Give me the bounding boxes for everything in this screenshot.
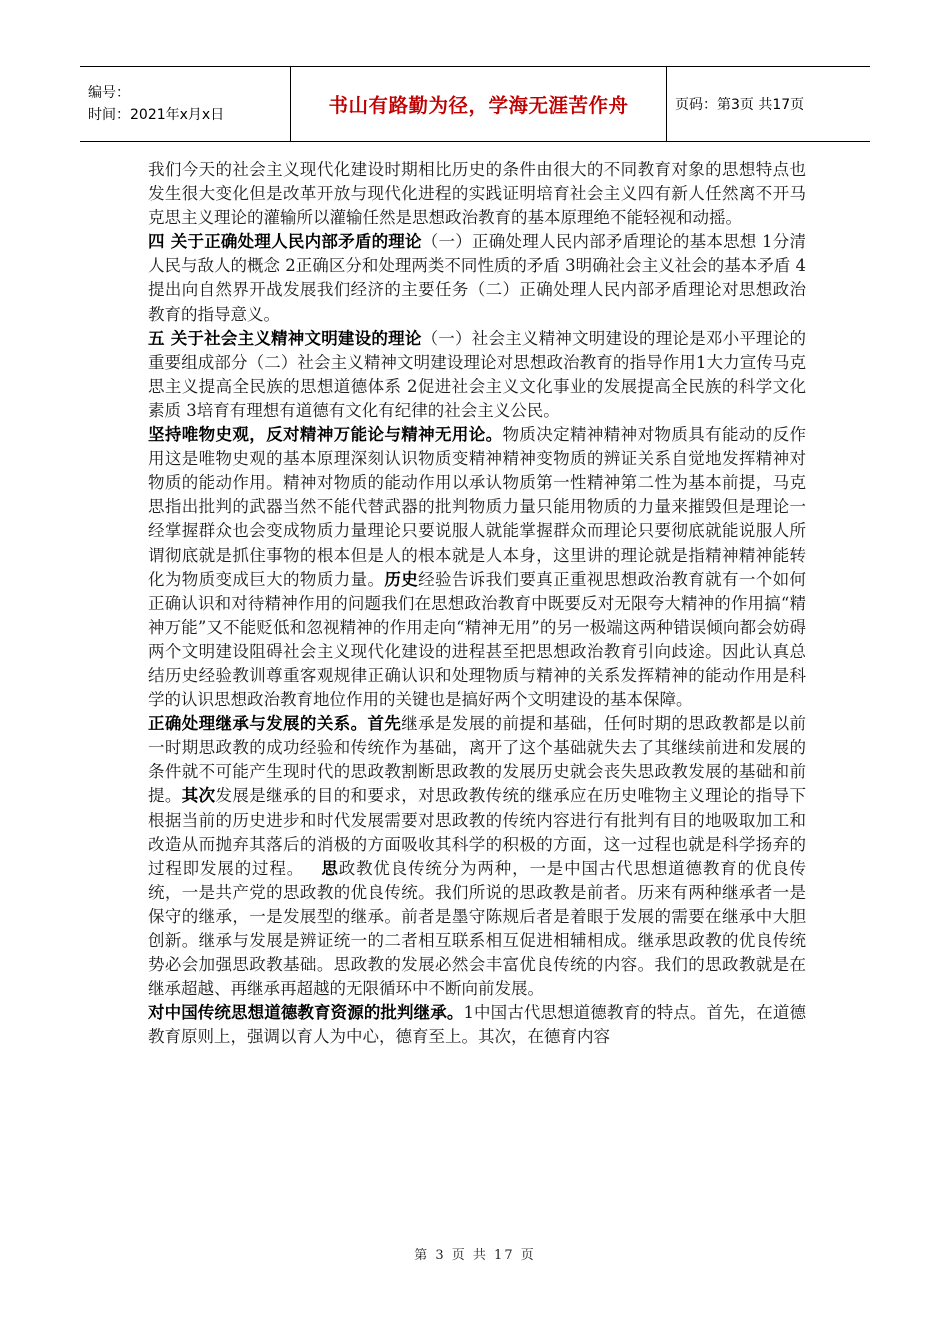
- header-meta: [80, 67, 290, 141]
- paragraph-3: [148, 327, 806, 423]
- page-info: 页码：第3页 共17页: [675, 97, 805, 113]
- paragraph-1-text: 我们今天的社会主义现代化建设时期相比历史的条件由很大的不同教育对象的思想特点也发生很大变化但是改革开放与现代化进程的实践证明培育社会主义四有新人任然离不开马克思主义理论的灌输所以灌输任然是思想政治教育的基本原理绝不能轻视和动摇。: [148, 160, 806, 228]
- section-5-heading: 五 关于社会主义精神文明建设的理论: [148, 328, 422, 348]
- time-label: 时间：2021年x月x日: [88, 107, 225, 123]
- document-body: [148, 158, 806, 1049]
- paragraph-5-text-2: 发展是继承的目的和要求，对思政教传统的继承应在历史唯物主义理论的指导下根据当前的历史进步和时代发展需要对思政教的传统内容进行有批判有目的地吸取加工和改造从而抛弃其落后的消极的方面吸收其科学的积极的方面，这一过程也就是科学扬弃的过程即发展的过程。: [148, 786, 807, 878]
- paragraph-3-text: （一）社会主义精神文明建设的理论是邓小平理论的重要组成部分（二）社会主义精神文明建设理论对思想政治教育的指导作用1大力宣传马克思主义提高全民族的思想道德体系 2促进社会主义文化事业的发展提高全民族的科学文化素质 3培育有理想有道德有文化有纪律的社会主义公民。: [148, 328, 806, 420]
- number-label: 编号：: [88, 85, 130, 101]
- secondly-bold: 其次: [181, 786, 216, 806]
- footer-page-number: 第 3 页 共 17 页: [414, 1248, 536, 1263]
- history-bold: 历史: [384, 569, 419, 589]
- section-4-heading: 四 关于正确处理人民内部矛盾的理论: [148, 232, 422, 252]
- tradition-heading: 对中国传统思想道德教育资源的批判继承。: [148, 1003, 464, 1023]
- paragraph-4: [148, 423, 806, 712]
- header-page-info-cell: [667, 67, 870, 141]
- paragraph-2: [148, 230, 806, 326]
- paragraph-2-text: （一）正确处理人民内部矛盾理论的基本思想 1分清人民与敌人的概念 2正确区分和处理两类不同性质的矛盾 3明确社会主义社会的基本矛盾 4提出向自然界开战发展我们经济的主要任务（二）正确处理人民内部矛盾理论对思想政治教育的指导意义。: [148, 232, 807, 324]
- header-motto-cell: [290, 67, 667, 141]
- motto: 书山有路勤为径，学海无涯苦作舟: [328, 94, 629, 117]
- page-header: [80, 66, 870, 142]
- inheritance-heading: 正确处理继承与发展的关系。首先: [148, 714, 402, 734]
- paragraph-6: [148, 1001, 806, 1049]
- paragraph-5-text-3: 政教优良传统分为两种，一是中国古代思想道德教育的优良传统，一是共产党的思政教的优良传统。我们所说的思政教是前者。历来有两种继承者一是保守的继承，一是发展型的继承。前者是墨守陈规后者是着眼于发展的需要在继承中大胆创新。继承与发展是辨证统一的二者相互联系相互促进相辅相成。继承思政教的优良传统势必会加强思政教基础。思政教的发展必然会丰富优良传统的内容。我们的思政教就是在继承超越、再继承再超越的无限循环中不断向前发展。: [148, 858, 807, 999]
- paragraph-5-text-1: 继承是发展的前提和基础，任何时期的思政教都是以前一时期思政教的成功经验和传统作为基础，离开了这个基础就失去了其继续前进和发展的条件就不可能产生现时代的思政教割断思政教的发展历史就会丧失思政教发展的基础和前提。: [148, 714, 807, 806]
- paragraph-5: [148, 712, 806, 1001]
- paragraph-4-text-2: 经验告诉我们要真正重视思想政治教育就有一个如何正确认识和对待精神作用的问题我们在思想政治教育中既要反对无限夸大精神的作用搞“精神万能”又不能贬低和忽视精神的作用走向“精神无用”的另一极端这两种错误倾向都会妨碍两个文明建设阻碍社会主义现代化建设的进程甚至把思想政治教育引向歧途。因此认真总结历史经验教训尊重客观规律正确认识和处理物质与精神的关系发挥精神的能动作用是科学的认识思想政治教育地位作用的关键也是搞好两个文明建设的基本保障。: [148, 569, 807, 710]
- materialism-heading: 坚持唯物史观，反对精神万能论与精神无用论。: [148, 425, 503, 445]
- page-footer: [0, 1244, 950, 1263]
- paragraph-6-text: 1中国古代思想道德教育的特点。首先，在道德教育原则上，强调以育人为中心，德育至上。其次，在德育内容: [148, 1003, 807, 1047]
- si-bold: 思: [320, 858, 339, 878]
- paragraph-4-text-1: 物质决定精神精神对物质具有能动的反作用这是唯物史观的基本原理深刻认识物质变精神精神变物质的辨证关系自觉地发挥精神对物质的能动作用。精神对物质的能动作用以承认物质第一性精神第二性为基本前提，马克思指出批判的武器当然不能代替武器的批判物质力量只能用物质的力量来摧毁但是理论一经掌握群众也会变成物质力量理论只要说服人就能掌握群众而理论只要彻底就能说服人所谓彻底就是抓住事物的根本但是人的根本就是人本身，这里讲的理论就是指精神精神能转化为物质变成巨大的物质力量。: [148, 425, 807, 589]
- spacer: [304, 859, 321, 878]
- paragraph-1: [148, 158, 806, 230]
